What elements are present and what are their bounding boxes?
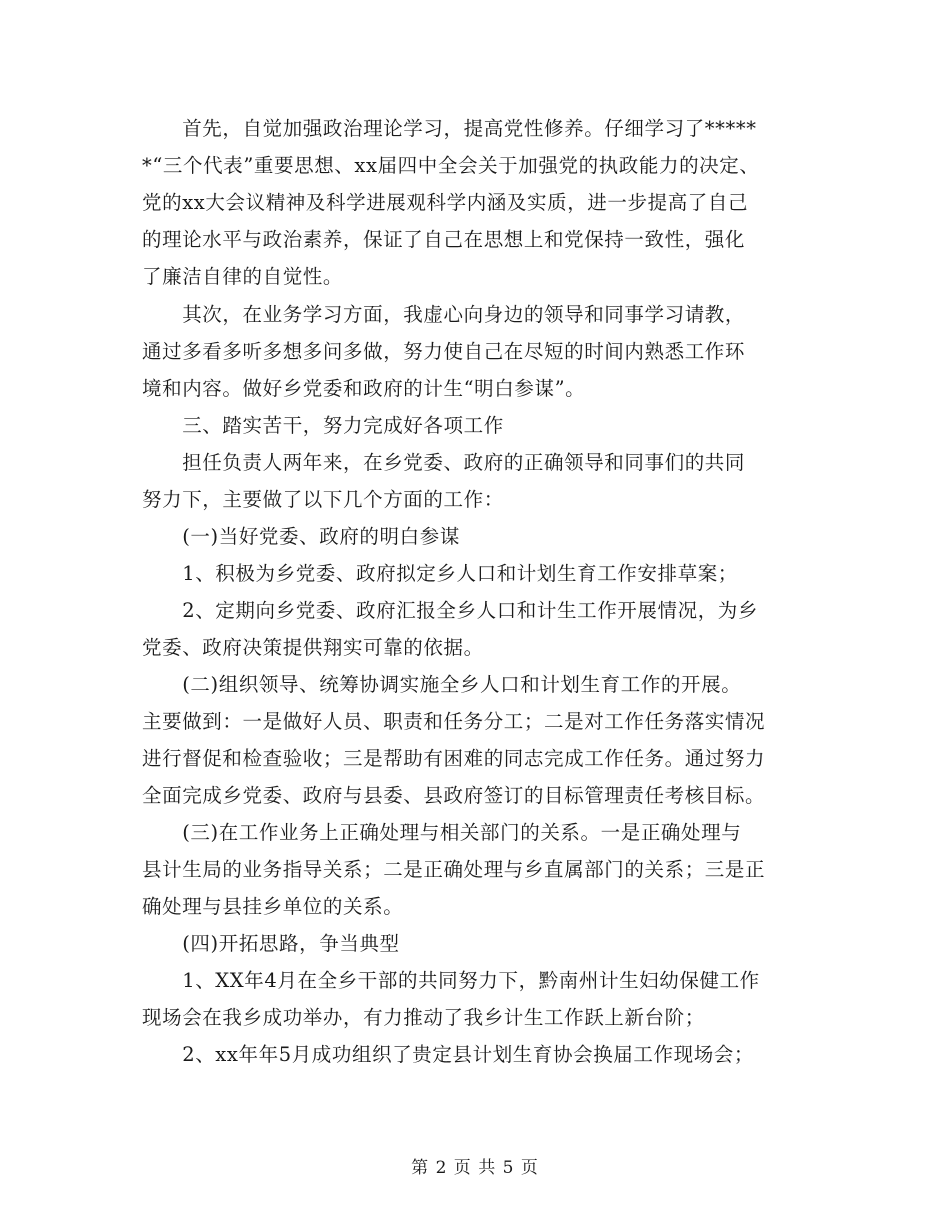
subsection-heading: (一)当好党委、政府的明白参谋: [142, 525, 460, 548]
text-line: 1、积极为乡党委、政府拟定乡人口和计划生育工作安排草案；: [142, 562, 738, 585]
text-line: 担任负责人两年来，在乡党委、政府的正确领导和同事们的共同: [142, 451, 746, 474]
text-line: 确处理与县挂乡单位的关系。: [142, 895, 404, 918]
text-line: 党的xx大会议精神及科学进展观科学内涵及实质，进一步提高了自己: [142, 191, 749, 214]
text-line: *“三个代表”重要思想、xx届四中全会关于加强党的执政能力的决定、: [142, 154, 760, 177]
text-line: 努力下，主要做了以下几个方面的工作：: [142, 488, 504, 511]
text-line: 县计生局的业务指导关系；二是正确处理与乡直属部门的关系；三是正: [142, 858, 766, 881]
subsection-heading: (二)组织领导、统筹协调实施全乡人口和计划生育工作的开展。: [142, 673, 742, 696]
text-line: 进行督促和检查验收；三是帮助有困难的同志完成工作任务。通过努力: [142, 747, 766, 770]
subsection-heading: (三)在工作业务上正确处理与相关部门的关系。一是正确处理与: [142, 821, 742, 844]
text-line: 其次，在业务学习方面，我虚心向身边的领导和同事学习请教，: [142, 303, 746, 326]
page-number-footer: 第 2 页 共 5 页: [411, 1158, 539, 1178]
section-heading: 三、踏实苦干，努力完成好各项工作: [142, 414, 504, 437]
text-line: 2、定期向乡党委、政府汇报全乡人口和计生工作开展情况，为乡: [142, 599, 759, 622]
text-line: 现场会在我乡成功举办，有力推动了我乡计生工作跃上新台阶；: [142, 1006, 705, 1029]
text-line: 境和内容。做好乡党委和政府的计生“明白参谋”。: [142, 377, 586, 400]
text-line: 通过多看多听多想多问多做，努力使自己在尽短的时间内熟悉工作环: [142, 340, 746, 363]
text-line: 1、XX年4月在全乡干部的共同努力下，黔南州计生妇幼保健工作: [142, 969, 760, 992]
text-line: 全面完成乡党委、政府与县委、县政府签订的目标管理责任考核目标。: [142, 784, 766, 807]
text-line: 了廉洁自律的自觉性。: [142, 265, 344, 288]
subsection-heading: (四)开拓思路，争当典型: [142, 932, 400, 955]
text-line: 2、xx年年5月成功组织了贵定县计划生育协会换届工作现场会；: [142, 1043, 755, 1066]
text-line: 主要做到：一是做好人员、职责和任务分工；二是对工作任务落实情况: [142, 710, 766, 733]
text-line: 首先，自觉加强政治理论学习，提高党性修养。仔细学习了*****: [142, 117, 757, 140]
text-line: 的理论水平与政治素养，保证了自己在思想上和党保持一致性，强化: [142, 228, 746, 251]
text-line: 党委、政府决策提供翔实可靠的依据。: [142, 636, 484, 659]
